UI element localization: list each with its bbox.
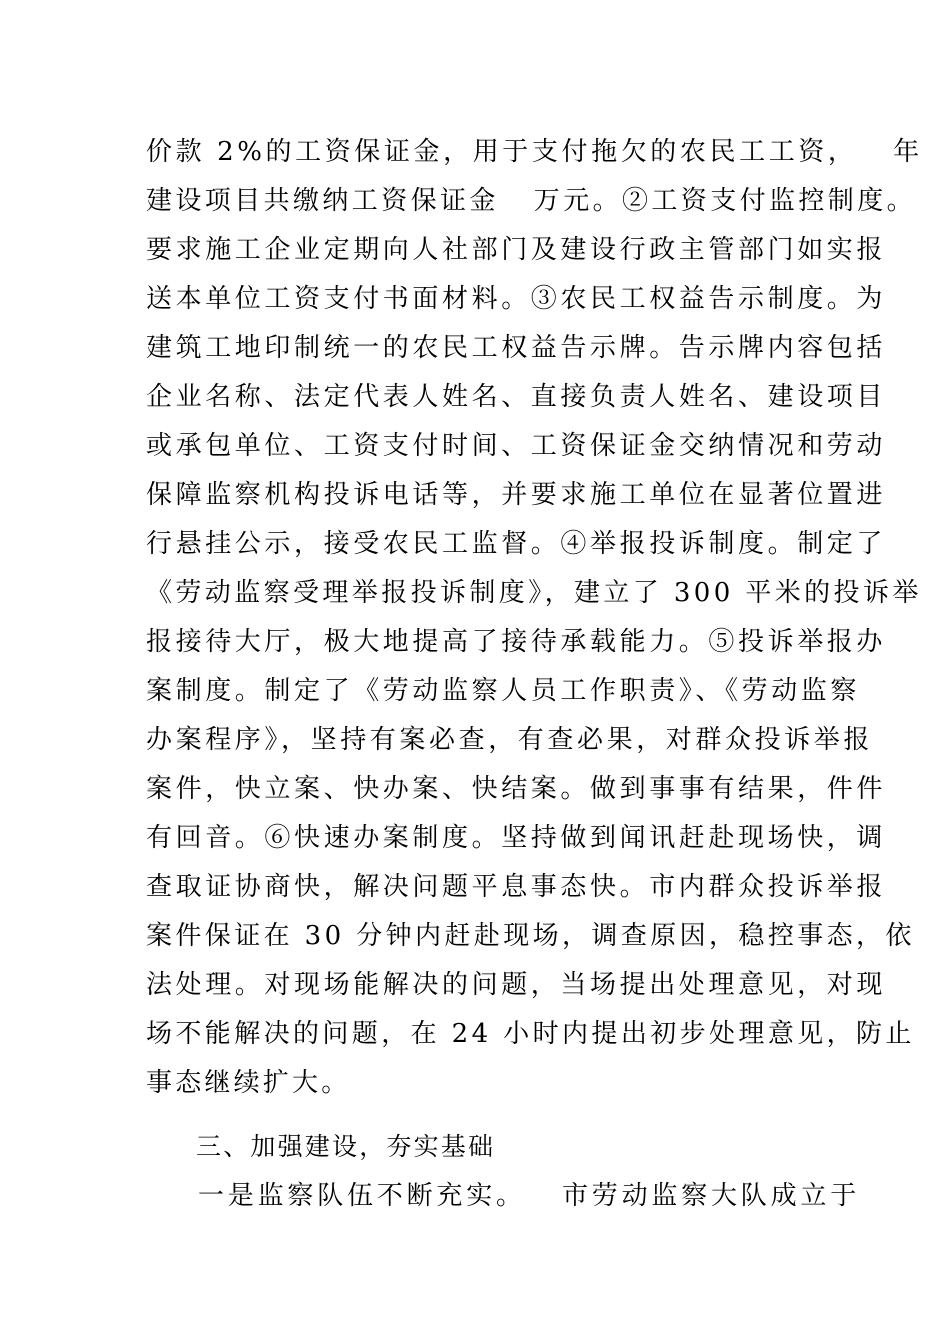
text-line: 有回音。⑥快速办案制度。坚持做到闻讯赶赴现场快，调 xyxy=(146,823,887,853)
text-line: 或承包单位、工资支付时间、工资保证金交纳情况和劳动 xyxy=(146,431,887,461)
text-line: 行悬挂公示，接受农民工监督。④举报投诉制度。制定了 xyxy=(146,529,887,559)
text-line: 案件，快立案、快办案、快结案。做到事事有结果，件件 xyxy=(146,774,887,804)
text-line: 要求施工企业定期向人社部门及建设行政主管部门如实报 xyxy=(146,235,887,265)
text-line: 建设项目共缴纳工资保证金 万元。②工资支付监控制度。 xyxy=(146,186,916,216)
body-paragraph xyxy=(146,128,923,1108)
section-heading: 三、加强建设，夯实基础 xyxy=(196,1132,496,1161)
text-line: 送本单位工资支付书面材料。③农民工权益告示制度。为 xyxy=(146,284,887,314)
text-line: 《劳动监察受理举报投诉制度》，建立了 300 平米的投诉举 xyxy=(146,578,922,608)
text-line: 保障监察机构投诉电话等，并要求施工单位在显著位置进 xyxy=(146,480,887,510)
text-line: 查取证协商快，解决问题平息事态快。市内群众投诉举报 xyxy=(146,872,887,902)
text-line: 报接待大厅，极大地提高了接待承载能力。⑤投诉举报办 xyxy=(146,627,887,657)
text-line: 事态继续扩大。 xyxy=(146,1068,351,1098)
text-line: 案制度。制定了《劳动监察人员工作职责》、《劳动监察 xyxy=(146,676,861,706)
text-line: 价款 2%的工资保证金，用于支付拖欠的农民工工资， 年 xyxy=(146,137,923,167)
text-line: 场不能解决的问题，在 24 小时内提出初步处理意见，防止 xyxy=(146,1019,915,1049)
text-line: 建筑工地印制统一的农民工权益告示牌。告示牌内容包括 xyxy=(146,333,887,363)
text-line: 企业名称、法定代表人姓名、直接负责人姓名、建设项目 xyxy=(146,382,887,412)
text-line: 案件保证在 30 分钟内赶赴现场，调查原因，稳控事态，依 xyxy=(146,921,915,951)
text-line: 办案程序》，坚持有案必查，有查必果，对群众投诉举报 xyxy=(146,725,874,755)
paragraph-first-line: 一是监察队伍不断充实。 市劳动监察大队成立于 xyxy=(198,1181,860,1211)
text-line: 法处理。对现场能解决的问题，当场提出处理意见，对现 xyxy=(146,970,887,1000)
